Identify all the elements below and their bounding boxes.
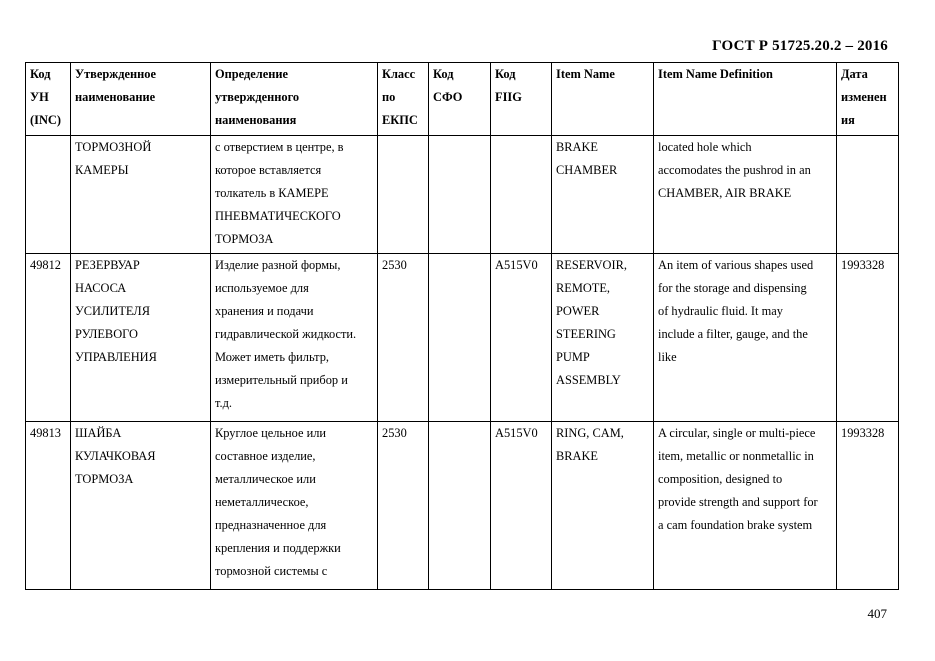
header-text-line: СФО [433,90,463,104]
cell-col-fiig-code [491,136,552,254]
cell-text-line: PUMP [556,350,590,364]
cell-text-line: include a filter, gauge, and the [658,327,808,341]
cell-text-line: CHAMBER, AIR BRAKE [658,186,792,200]
catalog-table [25,62,899,590]
page-number: 407 [867,606,887,621]
header-col-change-date [837,63,899,136]
header-text-line: ЕКПС [382,113,418,127]
cell-text-line: of hydraulic fluid. It may [658,304,783,318]
header-col-approved-definition [211,63,378,136]
header-text-line: FIIG [495,90,522,104]
cell-text-line: ШАЙБА [75,426,122,440]
table-row [26,254,899,422]
cell-text-line: РУЛЕВОГО [75,327,138,341]
cell-text-line: НАСОСА [75,281,127,295]
cell-text-line: КУЛАЧКОВАЯ [75,449,156,463]
header-text-line: УН [30,90,49,104]
cell-col-inc-code [26,422,71,590]
header-text-line: наименования [215,113,297,127]
header-text-line: Определение [215,67,289,81]
cell-text-line: CHAMBER [556,163,618,177]
header-text-line: Код [495,67,516,81]
cell-text-line: located hole which [658,140,752,154]
cell-text-line: RING, CAM, [556,426,624,440]
header-text-line: ия [841,113,855,127]
cell-col-inc-code [26,136,71,254]
header-text-line: Item Name Definition [658,67,773,81]
cell-col-ekps-class [378,136,429,254]
cell-text-line: POWER [556,304,600,318]
cell-text-line: металлическое или [215,472,316,486]
cell-col-inc-code [26,254,71,422]
header-col-inc-code [26,63,71,136]
header-text-line: Код [433,67,454,81]
cell-text-line: толкатель в КАМЕРЕ [215,186,329,200]
header-text-line: Класс [382,67,416,81]
header-text-line: Дата [841,67,868,81]
header-col-item-name-definition [654,63,837,136]
header-text-line: утвержденного [215,90,300,104]
cell-col-item-name-definition [654,136,837,254]
cell-text-line: 1993328 [841,258,885,272]
cell-col-approved-definition [211,422,378,590]
cell-col-sfo-code [429,254,491,422]
cell-text-line: Круглое цельное или [215,426,327,440]
cell-text-line: УПРАВЛЕНИЯ [75,350,157,364]
header-text-line: наименование [75,90,156,104]
cell-text-line: с отверстием в центре, в [215,140,344,154]
cell-text-line: accomodates the pushrod in an [658,163,811,177]
cell-text-line: a cam foundation brake system [658,518,813,532]
cell-text-line: составное изделие, [215,449,316,463]
cell-text-line: 49813 [30,426,61,440]
header-col-sfo-code [429,63,491,136]
cell-col-fiig-code [491,422,552,590]
cell-text-line: BRAKE [556,449,598,463]
cell-text-line: Изделие разной формы, [215,258,341,272]
cell-col-item-name-definition [654,422,837,590]
cell-text-line: A515V0 [495,426,538,440]
cell-col-approved-name [71,422,211,590]
cell-text-line: измерительный прибор и [215,373,348,387]
cell-text-line: ASSEMBLY [556,373,621,387]
header-col-item-name [552,63,654,136]
cell-text-line: BRAKE [556,140,598,154]
cell-col-fiig-code [491,254,552,422]
cell-col-item-name-definition [654,254,837,422]
cell-col-ekps-class [378,422,429,590]
header-text-line: по [382,90,396,104]
cell-col-sfo-code [429,422,491,590]
cell-text-line: provide strength and support for [658,495,818,509]
cell-text-line: крепления и поддержки [215,541,341,555]
header-col-ekps-class [378,63,429,136]
cell-text-line: 49812 [30,258,61,272]
cell-text-line: хранения и подачи [215,304,314,318]
header-text-line: Утвержденное [75,67,156,81]
cell-col-sfo-code [429,136,491,254]
table-row [26,136,899,254]
cell-text-line: Может иметь фильтр, [215,350,330,364]
cell-col-ekps-class [378,254,429,422]
cell-text-line: УСИЛИТЕЛЯ [75,304,150,318]
cell-col-item-name [552,422,654,590]
cell-text-line: предназначенное для [215,518,327,532]
cell-text-line: An item of various shapes used [658,258,814,272]
cell-col-change-date [837,136,899,254]
cell-text-line: A515V0 [495,258,538,272]
cell-text-line: for the storage and dispensing [658,281,807,295]
cell-text-line: неметаллическое, [215,495,309,509]
cell-text-line: ПНЕВМАТИЧЕСКОГО [215,209,341,223]
cell-text-line: РЕЗЕРВУАР [75,258,140,272]
cell-col-item-name [552,254,654,422]
cell-col-approved-name [71,254,211,422]
cell-text-line: ТОРМОЗА [75,472,134,486]
header-text-line: Код [30,67,51,81]
cell-text-line: 2530 [382,426,407,440]
cell-text-line: КАМЕРЫ [75,163,129,177]
header-col-fiig-code [491,63,552,136]
cell-text-line: гидравлической жидкости. [215,327,357,341]
cell-text-line: 2530 [382,258,407,272]
cell-text-line: REMOTE, [556,281,611,295]
document-header-standard: ГОСТ Р 51725.20.2 – 2016 [712,38,888,54]
header-text-line: Item Name [556,67,615,81]
header-text-line: (INC) [30,113,61,127]
cell-text-line: item, metallic or nonmetallic in [658,449,814,463]
cell-text-line: используемое для [215,281,309,295]
cell-col-change-date [837,422,899,590]
cell-text-line: которое вставляется [215,163,322,177]
cell-text-line: 1993328 [841,426,885,440]
cell-col-approved-definition [211,254,378,422]
cell-text-line: тормозной системы с [215,564,328,578]
cell-text-line: A circular, single or multi-piece [658,426,816,440]
header-text-line: изменен [841,90,887,104]
cell-col-item-name [552,136,654,254]
table-header-row [26,63,899,136]
cell-text-line: ТОРМОЗА [215,232,274,246]
cell-col-approved-definition [211,136,378,254]
table-row [26,422,899,590]
cell-col-change-date [837,254,899,422]
cell-col-approved-name [71,136,211,254]
cell-text-line: RESERVOIR, [556,258,627,272]
cell-text-line: composition, designed to [658,472,783,486]
cell-text-line: ТОРМОЗНОЙ [75,140,152,154]
header-col-approved-name [71,63,211,136]
cell-text-line: STEERING [556,327,616,341]
cell-text-line: like [658,350,677,364]
cell-text-line: т.д. [215,396,232,410]
